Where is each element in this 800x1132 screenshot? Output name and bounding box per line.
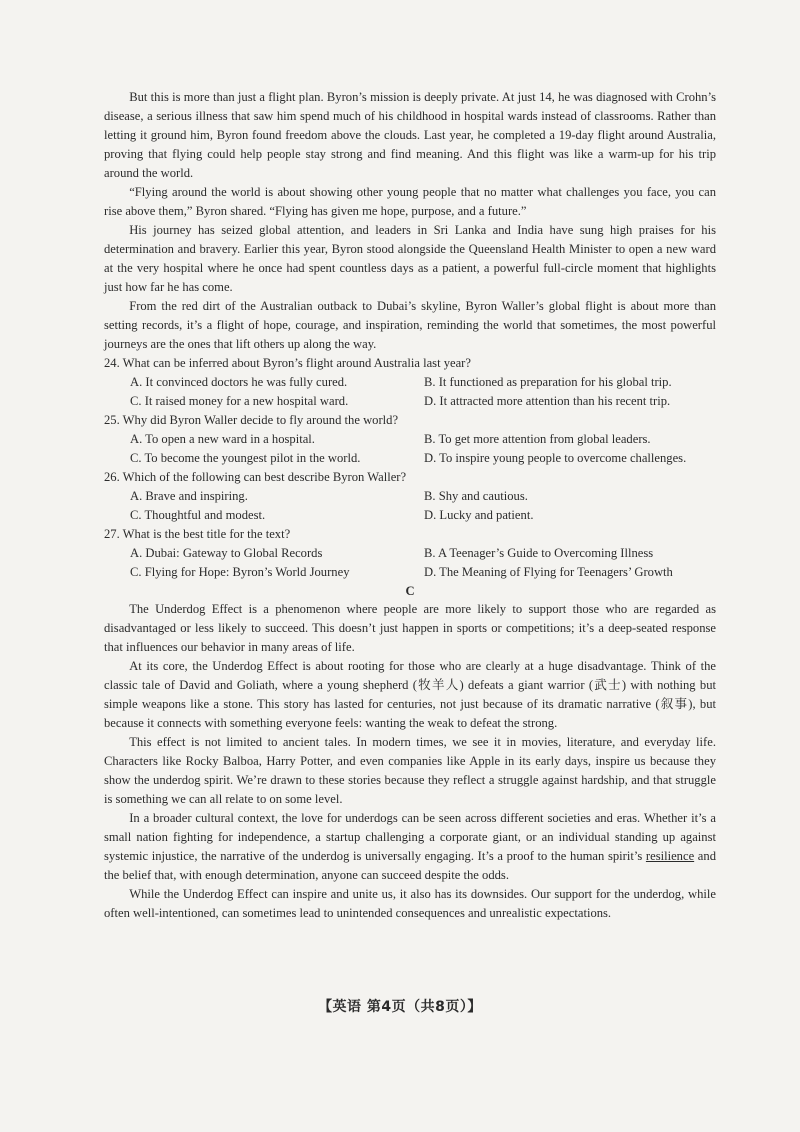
option-a[interactable]: A. To open a new ward in a hospital. (130, 432, 315, 446)
option-d[interactable]: D. It attracted more attention than his recent trip. (424, 394, 671, 408)
option-b[interactable]: B. A Teenager’s Guide to Overcoming Illness (424, 546, 654, 560)
passage-c-paragraph-4 (104, 809, 716, 885)
question-24 (104, 354, 716, 411)
section-heading: C (405, 584, 415, 598)
option-b[interactable]: B. To get more attention from global leaders. (424, 432, 651, 446)
option-c[interactable]: C. It raised money for a new hospital ward. (130, 394, 349, 408)
option-c[interactable]: C. Flying for Hope: Byron’s World Journey (130, 565, 350, 579)
option-b[interactable]: B. It functioned as preparation for his global trip. (424, 375, 672, 389)
passage-c-paragraph-2: At its core, the Underdog Effect is about rooting for those who are clearly at a huge disadvantage. Think of the classic tale of David and Goliath, where a young shepherd (牧羊人) defeats a giant warrior (武士) with nothing but simple weapons like a stone. This story has lasted for centuries, not just because of its dramatic narrative (叙事), but because it connects with something everyone feels: wanting the weak to defeat the strong. (104, 659, 716, 730)
page-footer: 【英语 第4页（共8页）】 (318, 999, 482, 1015)
question-stem: 26. Which of the following can best describe Byron Waller? (104, 470, 407, 484)
passage-b-paragraph-2: “Flying around the world is about showing other young people that no matter what challenges you face, you can rise above them,” Byron shared. “Flying has given me hope, purpose, and a future.” (104, 185, 716, 218)
question-options (104, 430, 716, 468)
question-stem: 27. What is the best title for the text? (104, 527, 291, 541)
option-b[interactable]: B. Shy and cautious. (424, 489, 528, 503)
option-c[interactable]: C. Thoughtful and modest. (130, 508, 266, 522)
page-content (104, 88, 716, 923)
passage-c-paragraph-3: This effect is not limited to ancient tales. In modern times, we see it in movies, literature, and everyday life. Characters like Rocky Balboa, Harry Potter, and even companies like Apple in its early days, inspire us because they show the underdog spirit. We’re drawn to these stories because they reflect a struggle against hardship, and that struggle is something we can all relate to on some level. (104, 735, 716, 806)
paragraph-text: In a broader cultural context, the love for underdogs can be seen across different societies and eras. Whether it’s a small nation fighting for independence, a startup challenging a corporate giant, or an individual standing up against systemic injustice, the narrative of the underdog is universally engaging. It’s a proof to the human spirit’s (104, 811, 716, 863)
question-stem: 24. What can be inferred about Byron’s flight around Australia last year? (104, 356, 471, 370)
option-d[interactable]: D. The Meaning of Flying for Teenagers’ Growth (424, 565, 673, 579)
question-stem: 25. Why did Byron Waller decide to fly around the world? (104, 413, 399, 427)
question-options (104, 373, 716, 411)
option-d[interactable]: D. To inspire young people to overcome challenges. (424, 451, 687, 465)
question-options (104, 544, 716, 582)
passage-b-paragraph-1: But this is more than just a flight plan. Byron’s mission is deeply private. At just 14, he was diagnosed with Crohn’s disease, a serious illness that saw him spend much of his childhood in hospital wards instead of classrooms. Rather than letting it ground him, Byron found freedom above the clouds. Last year, he completed a 19-day flight around Australia, proving that flying could help people stay strong and find meaning. And this flight was like a warm-up for his trip around the world. (104, 90, 716, 180)
option-a[interactable]: A. It convinced doctors he was fully cured. (130, 375, 348, 389)
option-a[interactable]: A. Dubai: Gateway to Global Records (130, 546, 323, 560)
option-c[interactable]: C. To become the youngest pilot in the world. (130, 451, 361, 465)
question-26 (104, 468, 716, 525)
passage-c-paragraph-5: While the Underdog Effect can inspire and unite us, it also has its downsides. Our support for the underdog, while often well-intentioned, can sometimes lead to unintended consequences and unrealistic expectations. (104, 887, 716, 920)
paragraph-text: and the belief that, with enough determination, anyone can succeed despite the odds. (104, 849, 716, 882)
underlined-word: resilience (645, 849, 695, 863)
question-25 (104, 411, 716, 468)
question-27 (104, 525, 716, 582)
option-a[interactable]: A. Brave and inspiring. (130, 489, 248, 503)
option-d[interactable]: D. Lucky and patient. (424, 508, 534, 522)
question-options (104, 487, 716, 525)
passage-b-paragraph-4: From the red dirt of the Australian outback to Dubai’s skyline, Byron Waller’s global flight is about more than setting records, it’s a flight of hope, courage, and inspiration, reminding the world that sometimes, the most powerful journeys are the ones that lift others up along the way. (104, 299, 716, 351)
passage-b-paragraph-3: His journey has seized global attention, and leaders in Sri Lanka and India have sung high praises for his determination and bravery. Earlier this year, Byron stood alongside the Queensland Health Minister to open a new ward at the very hospital where he once had spent countless days as a patient, a powerful full-circle moment that highlights just how far he has come. (104, 223, 716, 294)
passage-c-paragraph-1: The Underdog Effect is a phenomenon where people are more likely to support those who are regarded as disadvantaged or less likely to succeed. This doesn’t just happen in sports or competitions; it’s a deep-seated response that influences our behavior in many areas of life. (104, 602, 716, 654)
